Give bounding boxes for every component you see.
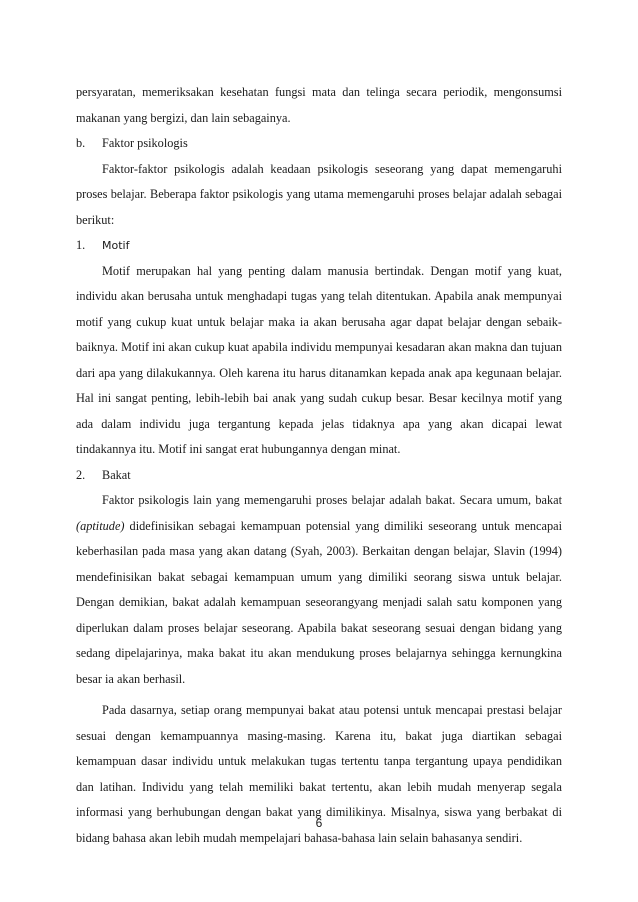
heading-bakat [76, 463, 562, 489]
heading-marker: 2. [76, 467, 86, 482]
paragraph-bakat: Faktor psikologis lain yang memengaruhi proses belajar adalah bakat. Secara umum, bakat (aptitude) didefinisikan sebagai kemampuan potensial yang dimiliki seseorang untuk mencapai keberhasilan pada masa yang akan datang (Syah, 2003). Berkaitan dengan belajar, Slavin (1994) mendefinisikan bakat sebagai kemampuan umum yang dimiliki seorang siswa untuk belajar. Dengan demikian, bakat adalah kemampuan seseorangyang menjadi salah satu komponen yang diperlukan dalam proses belajar seseorang. Apabila bakat seseorang sesuai dengan bidang yang sedang dipelajarinya, maka bakat itu akan mendukung proses belajarnya sehingga kernungkina besar ia akan berhasil. [76, 493, 562, 686]
page-number: 6 [315, 816, 323, 830]
paragraph-continuation: persyaratan, memeriksakan kesehatan fungsi mata dan telinga secara periodik, mengonsumsi makanan yang bergizi, dan lain sebagainya. [76, 85, 562, 125]
paragraph-pada-dasarnya: Pada dasarnya, setiap orang mempunyai bakat atau potensi untuk mencapai prestasi belajar sesuai dengan kemampuannya masing-masing. Karena itu, bakat juga diartikan sebagai kemampuan dasar individu untuk melakukan tugas tertentu tanpa tergantung upaya pendidikan dan latihan. Individu yang telah memiliki bakat tertentu, akan lebih mudah menyerap segala informasi yang berhubungan dengan bakat yang dimilikinya. Misalnya, siswa yang berbakat di bidang bahasa akan lebih mudah mempelajari bahasa-bahasa lain selain bahasanya sendiri. [76, 703, 562, 845]
heading-marker: 1. [76, 238, 86, 252]
paragraph-faktor-psikologis: Faktor-faktor psikologis adalah keadaan psikologis seseorang yang dapat memengaruhi proses belajar. Beberapa faktor psikologis yang utama memengaruhi proses belajar adalah sebagai berikut: [76, 161, 562, 227]
heading-text: Motif [102, 239, 130, 252]
heading-text: Faktor psikologis [102, 136, 188, 150]
heading-marker: b. [76, 136, 86, 150]
heading-text: Bakat [102, 467, 131, 482]
paragraph-motif: Motif merupakan hal yang penting dalam manusia bertindak. Dengan motif yang kuat, individu akan berusaha untuk menghadapi tugas yang telah ditentukan. Apabila anak mempunyai motif yang cukup kuat untuk belajar maka ia akan berusaha agar dapat belajar dengan sebaik-baiknya. Motif ini akan cukup kuat apabila individu mempunyai kesadaran akan makna dan tujuan dari apa yang dilakukannya. Oleh karena itu harus ditanamkan kepada anak apa kegunaan belajar. Hal ini sangat penting, lebih-lebih bai anak yang sudah cukup besar. Besar kecilnya motif yang ada dalam individu juga tergantung kepada jelas tidaknya apa yang akan dicapai lewat tindakannya itu. Motif ini sangat erat hubungannya dengan minat. [76, 263, 562, 456]
document-page [76, 80, 562, 851]
aptitude-term: (aptitude) [76, 518, 125, 533]
heading-motif [76, 233, 562, 259]
heading-faktor-psikologis [76, 131, 562, 157]
